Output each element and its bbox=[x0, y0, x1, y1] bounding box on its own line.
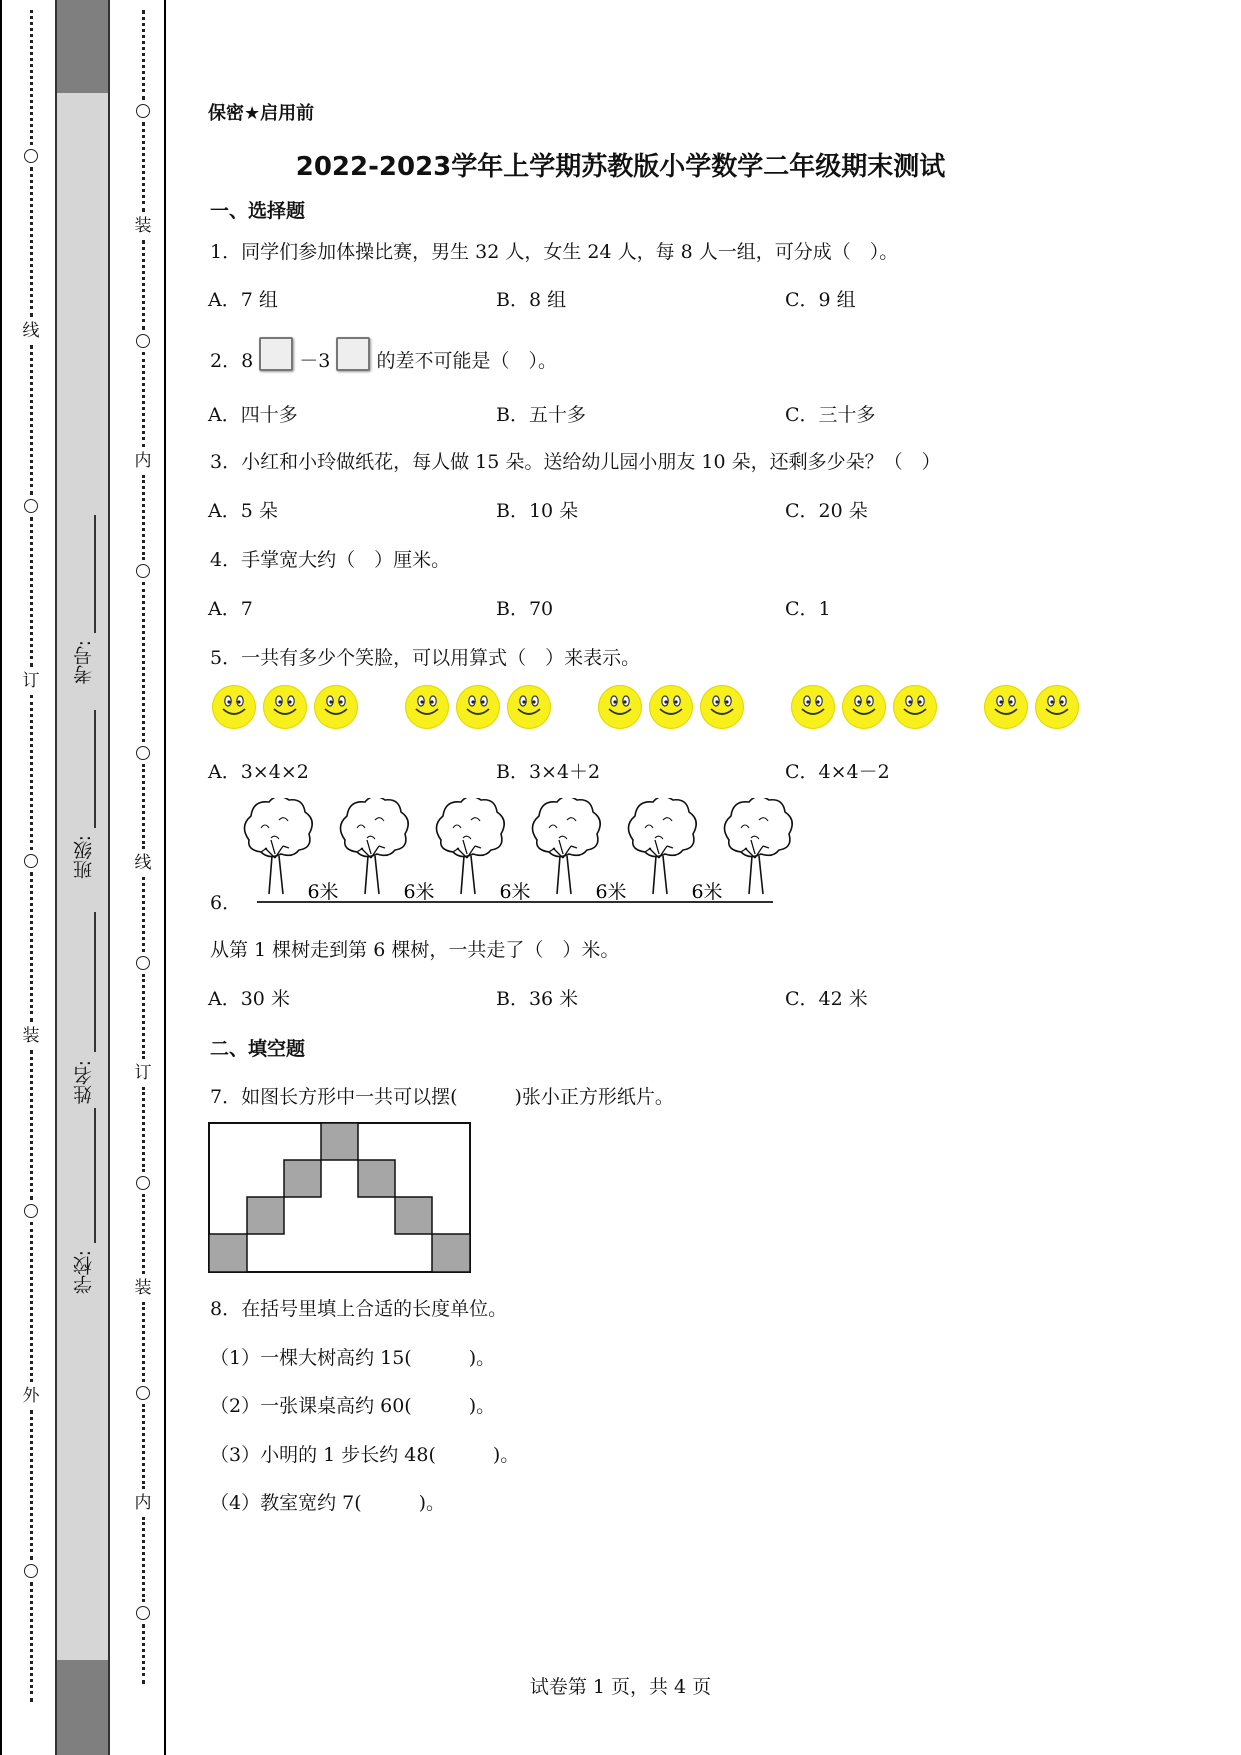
q2-option-c: C．三十多 bbox=[785, 404, 876, 426]
seal-circle bbox=[24, 1204, 38, 1218]
q6-option-c: C．42 米 bbox=[785, 988, 868, 1010]
seal-circle bbox=[136, 746, 150, 760]
exam-number-label: 考号: bbox=[73, 640, 95, 685]
outer-seal-line bbox=[21, 10, 41, 1702]
smiley-face-icon bbox=[649, 685, 693, 729]
inner-border-line bbox=[164, 0, 166, 1755]
q4-option-a: A．7 bbox=[208, 598, 253, 620]
question-8-stem: 8．在括号里填上合适的长度单位。 bbox=[210, 1298, 508, 1320]
seal-char: 装 bbox=[134, 1278, 152, 1298]
q3-option-b: B．10 朵 bbox=[496, 500, 579, 522]
smiley-face-icon bbox=[507, 685, 551, 729]
inner-seal-line bbox=[133, 10, 153, 1684]
binding-dark-block-top bbox=[55, 0, 110, 93]
seal-circle bbox=[24, 499, 38, 513]
smiley-face-icon bbox=[456, 685, 500, 729]
smiley-face-icon bbox=[893, 685, 937, 729]
q8-item: （2）一张课桌高约 60( )。 bbox=[210, 1395, 496, 1417]
tree-gap-label: 6米 bbox=[691, 881, 723, 903]
school-label: 学校: bbox=[73, 1250, 95, 1295]
tree-icon bbox=[340, 798, 408, 894]
seal-char: 外 bbox=[22, 1386, 40, 1406]
outer-border-line bbox=[0, 0, 2, 1755]
seal-circle bbox=[136, 956, 150, 970]
q8-item: （4）教室宽约 7( )。 bbox=[210, 1492, 446, 1514]
seal-char: 订 bbox=[134, 1063, 152, 1083]
q2-suffix: 的差不可能是（ ）。 bbox=[376, 350, 557, 372]
blank-box-icon bbox=[336, 337, 370, 371]
name-field[interactable] bbox=[94, 912, 96, 1052]
q2-option-a: A．四十多 bbox=[208, 404, 298, 426]
class-label: 班级: bbox=[73, 835, 95, 880]
question-1-stem: 1．同学们参加体操比赛，男生 32 人，女生 24 人，每 8 人一组，可分成（ ）。 bbox=[210, 241, 899, 263]
smiley-face-icon bbox=[314, 685, 358, 729]
q5-option-c: C．4×4－2 bbox=[785, 761, 890, 783]
tree-gap-label: 6米 bbox=[499, 881, 531, 903]
tree-icon bbox=[724, 798, 792, 894]
q4-option-b: B．70 bbox=[496, 598, 554, 620]
seal-circle bbox=[136, 1386, 150, 1400]
tree-icon bbox=[532, 798, 600, 894]
tree-gap-label: 6米 bbox=[403, 881, 435, 903]
q6-option-a: A．30 米 bbox=[208, 988, 290, 1010]
q8-item: （3）小明的 1 步长约 48( )。 bbox=[210, 1444, 520, 1466]
school-field[interactable] bbox=[94, 1108, 96, 1243]
smiley-face-icon bbox=[405, 685, 449, 729]
name-label: 姓名: bbox=[73, 1060, 95, 1105]
smiley-face-icon bbox=[263, 685, 307, 729]
q3-option-c: C．20 朵 bbox=[785, 500, 868, 522]
smiley-face-icon bbox=[700, 685, 744, 729]
staircase-rectangle-figure bbox=[208, 1122, 472, 1274]
seal-circle bbox=[136, 334, 150, 348]
page-title: 2022-2023学年上学期苏教版小学数学二年级期末测试 bbox=[295, 152, 946, 182]
seal-char: 内 bbox=[134, 1493, 152, 1513]
seal-circle bbox=[136, 104, 150, 118]
q5-option-a: A．3×4×2 bbox=[208, 761, 309, 783]
blank-box-icon bbox=[259, 337, 293, 371]
smiley-face-icon bbox=[1035, 685, 1079, 729]
seal-char: 内 bbox=[134, 451, 152, 471]
seal-char: 线 bbox=[22, 321, 40, 341]
tree-gap-label: 6米 bbox=[307, 881, 339, 903]
section-heading: 二、填空题 bbox=[210, 1038, 306, 1060]
tree-row-figure bbox=[235, 798, 815, 908]
class-field[interactable] bbox=[94, 710, 96, 828]
question-4-stem: 4．手掌宽大约（ ）厘米。 bbox=[210, 549, 451, 571]
page-footer: 试卷第 1 页，共 4 页 bbox=[529, 1676, 712, 1698]
q6-option-b: B．36 米 bbox=[496, 988, 579, 1010]
q5-option-b: B．3×4＋2 bbox=[496, 761, 601, 783]
question-5-stem: 5．一共有多少个笑脸，可以用算式（ ）来表示。 bbox=[210, 647, 641, 669]
q1-option-b: B．8 组 bbox=[496, 289, 567, 311]
q1-option-c: C．9 组 bbox=[785, 289, 856, 311]
q8-item: （1）一棵大树高约 15( )。 bbox=[210, 1347, 496, 1369]
smiley-face-icon bbox=[842, 685, 886, 729]
exam-number-field[interactable] bbox=[94, 515, 96, 633]
seal-circle bbox=[136, 1176, 150, 1190]
seal-char: 线 bbox=[134, 853, 152, 873]
seal-char: 订 bbox=[22, 671, 40, 691]
q2-option-b: B．五十多 bbox=[496, 404, 586, 426]
seal-circle bbox=[136, 564, 150, 578]
seal-circle bbox=[24, 854, 38, 868]
q3-option-a: A．5 朵 bbox=[208, 500, 278, 522]
question-3-stem: 3．小红和小玲做纸花，每人做 15 朵。送给幼儿园小朋友 10 朵，还剩多少朵？（ ） bbox=[210, 451, 941, 473]
question-7-stem: 7．如图长方形中一共可以摆( )张小正方形纸片。 bbox=[210, 1086, 674, 1108]
seal-circle bbox=[24, 1564, 38, 1578]
question-6-stem: 从第 1 棵树走到第 6 棵树，一共走了（ ）米。 bbox=[210, 939, 620, 961]
smiley-face-icon bbox=[984, 685, 1028, 729]
smiley-face-icon bbox=[598, 685, 642, 729]
tree-icon bbox=[244, 798, 312, 894]
smiley-face-icon bbox=[791, 685, 835, 729]
smiley-face-icon bbox=[212, 685, 256, 729]
tree-icon bbox=[628, 798, 696, 894]
confidential-label: 保密★启用前 bbox=[208, 103, 315, 124]
seal-circle bbox=[136, 1606, 150, 1620]
tree-gap-label: 6米 bbox=[595, 881, 627, 903]
seal-char: 装 bbox=[22, 1026, 40, 1046]
q2-prefix: 2．8 bbox=[210, 350, 254, 372]
seal-char: 装 bbox=[134, 216, 152, 236]
section-heading: 一、选择题 bbox=[210, 200, 306, 222]
tree-icon bbox=[436, 798, 504, 894]
question-6-number: 6． bbox=[210, 892, 242, 914]
q1-option-a: A．7 组 bbox=[208, 289, 278, 311]
q2-mid: －3 bbox=[299, 350, 331, 372]
question-2-stem bbox=[210, 337, 557, 373]
q4-option-c: C．1 bbox=[785, 598, 831, 620]
